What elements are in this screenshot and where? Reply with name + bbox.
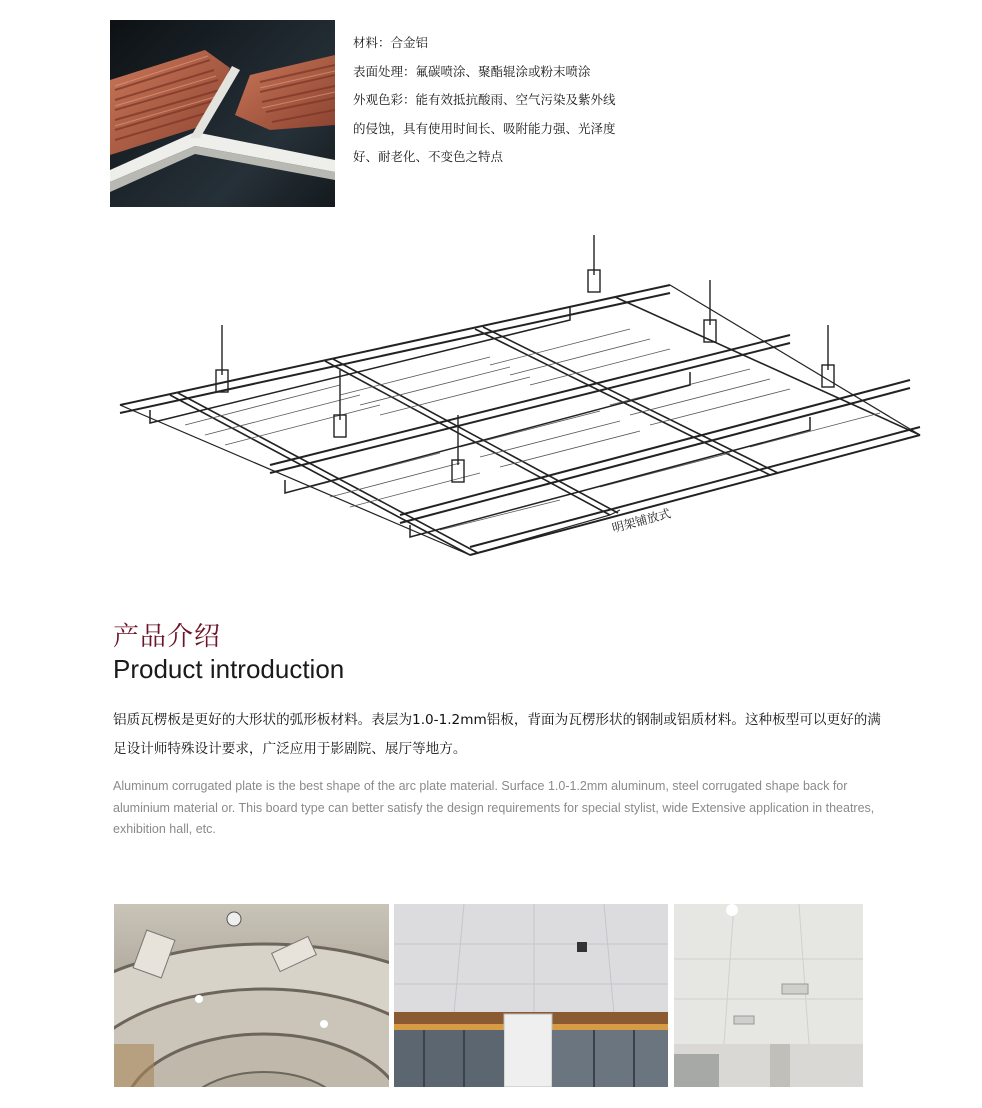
section-heading-cn: 产品介绍 xyxy=(113,622,222,652)
product-photo xyxy=(110,20,335,207)
application-photo-office-ceiling xyxy=(394,904,668,1087)
intro-text-en: Aluminum corrugated plate is the best shape of the arc plate material. Surface 1.0-1.2mm aluminum, steel corrugated shape back for aluminium material or. This board type can better satisfy the design requirements for special stylist, wide Extensive application in theatres, exhibition hall, etc. xyxy=(113,779,875,836)
application-photo-curved-ceiling xyxy=(114,904,389,1087)
application-photo-room-ceiling xyxy=(674,904,863,1087)
intro-text-cn: 铝质瓦楞板是更好的大形状的弧形板材料。表层为1.0-1.2mm铝板，背面为瓦楞形状的钢制或铝质材料。这种板型可以更好的满足设计师特殊设计要求，广泛应用于影剧院、展厅等地方。 xyxy=(113,712,881,757)
spec-material: 材料：合金铝 xyxy=(353,35,429,50)
spec-appearance-end: 好、耐老化、不变色之特点 xyxy=(353,149,504,164)
spec-surface: 表面处理：氟碳喷涂、聚酯辊涂或粉末喷涂 xyxy=(353,63,591,79)
diagram-label: 明架铺放式 xyxy=(610,506,673,536)
spec-list xyxy=(353,29,683,172)
spec-appearance-cont: 的侵蚀，具有使用时间长、吸附能力强、光泽度 xyxy=(353,120,616,136)
section-heading-en: Product introduction xyxy=(113,654,345,684)
installation-diagram xyxy=(110,225,930,565)
spec-appearance: 外观色彩：能有效抵抗酸雨、空气污染及紫外线 xyxy=(353,92,616,107)
